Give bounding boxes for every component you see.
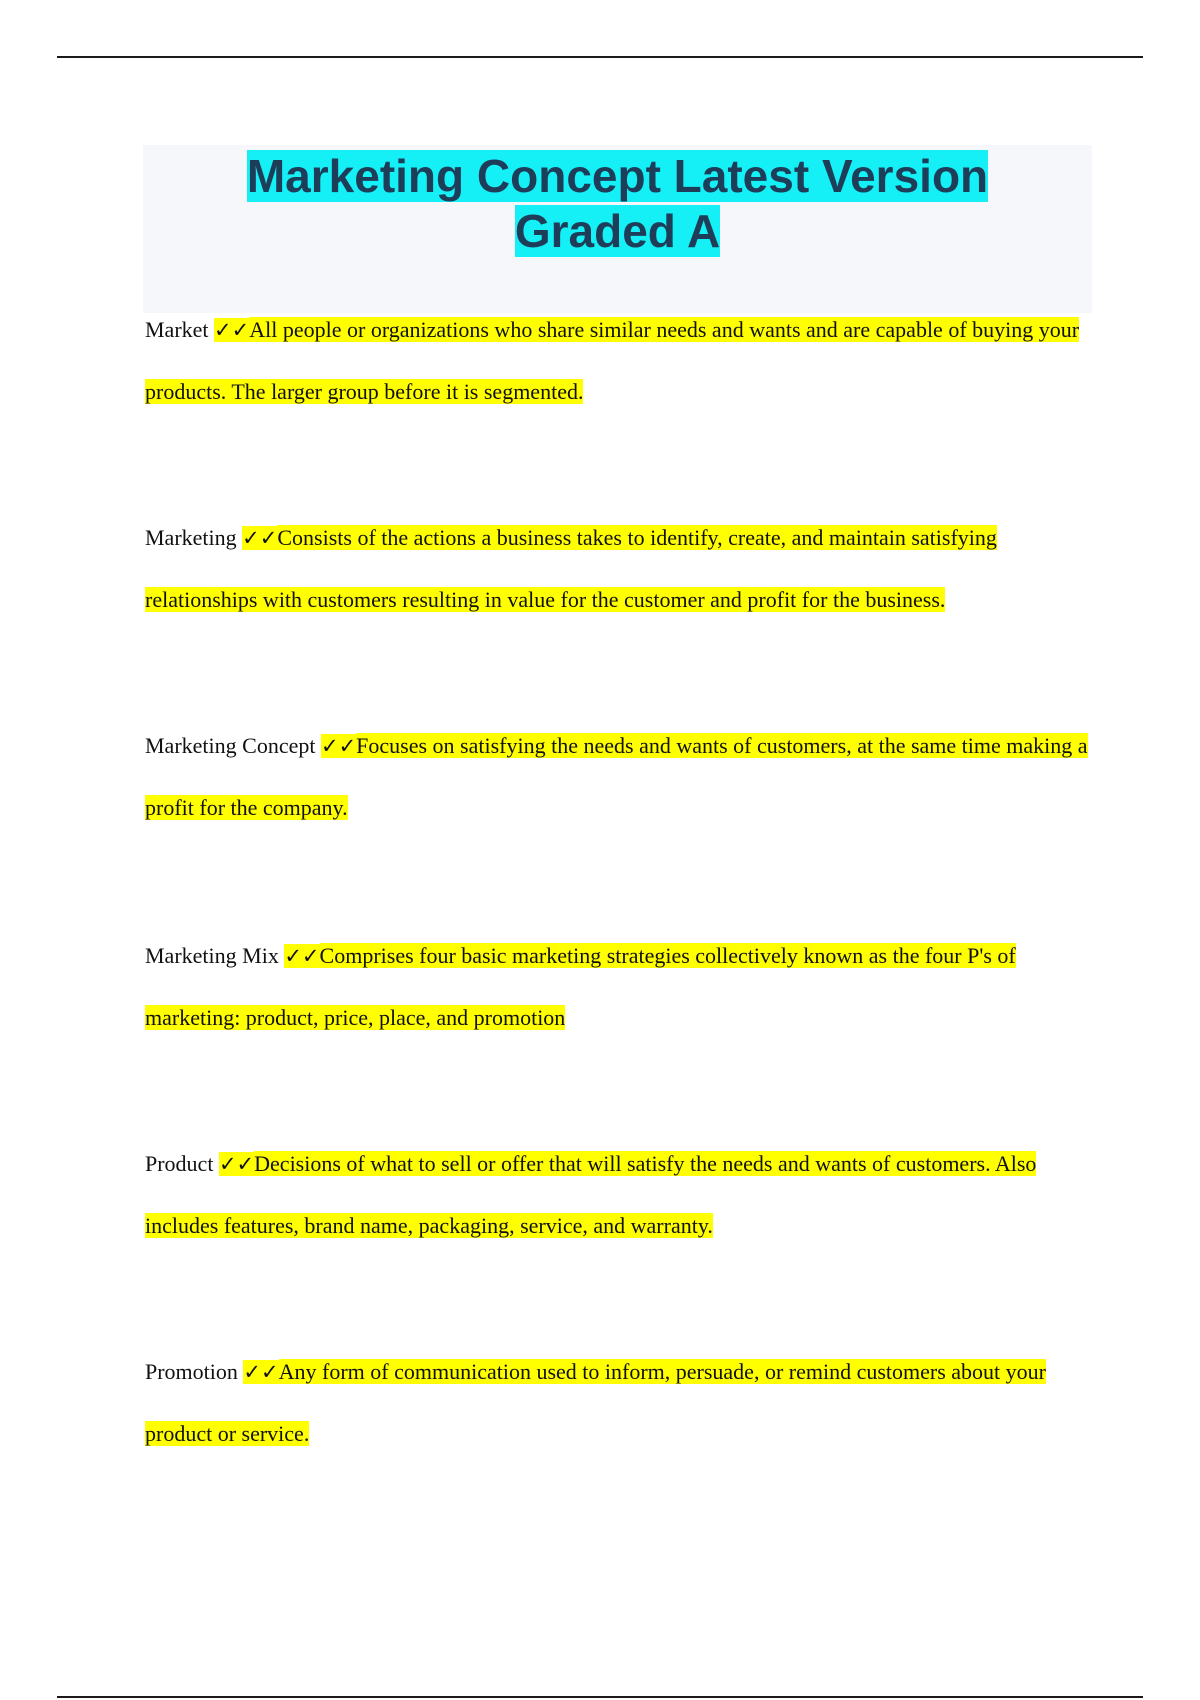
- entry-marketing-concept: [145, 715, 1093, 838]
- double-check-icon: ✓✓: [218, 1152, 255, 1176]
- double-check-icon: ✓✓: [242, 526, 278, 550]
- double-check-icon: ✓✓: [320, 734, 357, 758]
- definition: Consists of the actions a business takes to identify, create, and maintain satisfying relationships with customers resulting in value for the customer and profit for the business.: [145, 525, 997, 612]
- bottom-rule: [57, 1696, 1143, 1698]
- entry-product: [145, 1133, 1093, 1256]
- term: Product: [145, 1151, 214, 1176]
- definition: All people or organizations who share similar needs and wants and are capable of buying your products. The larger group before it is segmented.: [145, 317, 1080, 404]
- double-check-icon: ✓✓: [243, 1360, 279, 1384]
- top-rule: [57, 56, 1143, 58]
- entry-marketing: [145, 507, 1093, 630]
- term: Marketing Concept: [145, 733, 316, 758]
- double-check-icon: ✓✓: [284, 944, 320, 968]
- double-check-icon: ✓✓: [214, 318, 250, 342]
- page-title-line-1: Marketing Concept Latest Version: [246, 150, 989, 202]
- definition: Any form of communication used to inform, persuade, or remind customers about your product or service.: [145, 1359, 1046, 1446]
- term: Promotion: [145, 1359, 238, 1384]
- definition: Comprises four basic marketing strategies collectively known as the four P's of marketing: product, price, place, and promotion: [145, 943, 1016, 1030]
- definition: Decisions of what to sell or offer that will satisfy the needs and wants of customers. Also includes features, brand name, packaging, service, and warranty.: [145, 1151, 1037, 1238]
- term: Market: [145, 317, 209, 342]
- term: Marketing: [145, 525, 237, 550]
- entry-marketing-mix: [145, 925, 1093, 1048]
- entry-promotion: [145, 1341, 1093, 1464]
- definition: Focuses on satisfying the needs and wants of customers, at the same time making a profit for the company.: [145, 733, 1088, 820]
- page-title-line-2: Graded A: [514, 205, 721, 257]
- title-block: [143, 145, 1092, 313]
- entry-market: [145, 299, 1093, 422]
- term: Marketing Mix: [145, 943, 279, 968]
